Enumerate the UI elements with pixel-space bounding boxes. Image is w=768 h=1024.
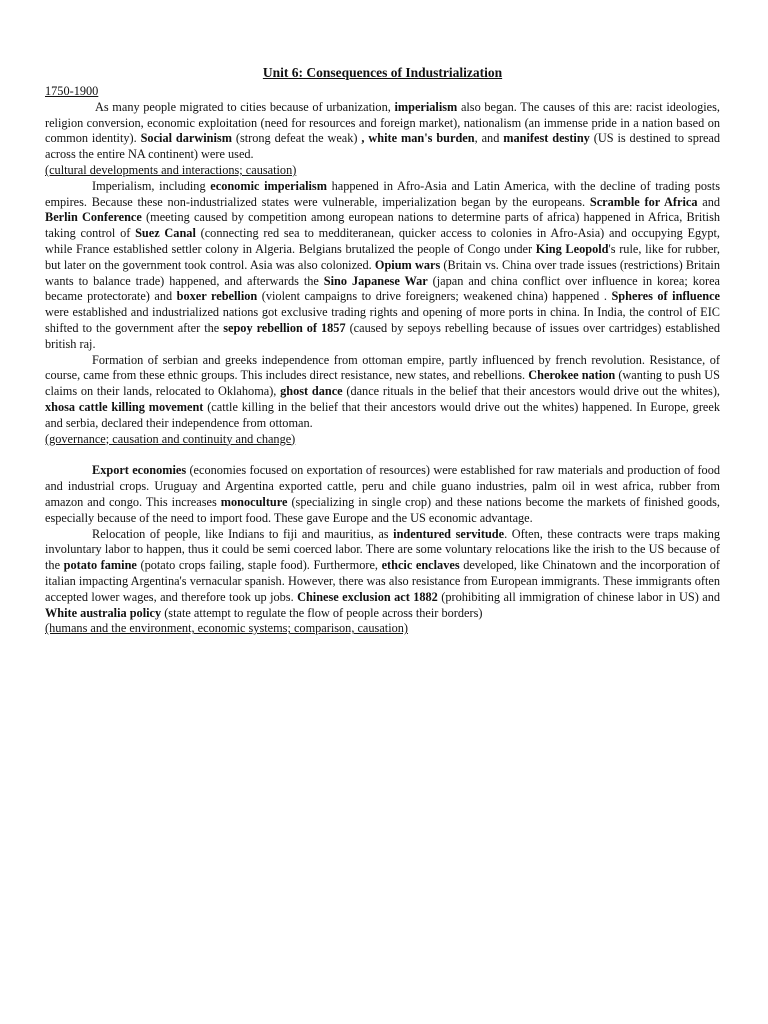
- text-run: Relocation of people, like Indians to fiji and mauritius, as: [92, 526, 394, 541]
- bold-term: Spheres of influence: [611, 289, 720, 304]
- paragraph-migration: [45, 527, 720, 622]
- text-run: (wanting to push US claims on their lands, relocated to Oklahoma),: [45, 368, 720, 399]
- bold-term: Export economies: [92, 463, 187, 478]
- text-run: (connecting red sea to medditeranean, quicker access to colonies in Afro-Asia) and occupying Egypt, while France established settler colony in Algeria. Belgians brutalized the people of Congo under: [45, 226, 720, 256]
- text-run: Imperialism, including: [92, 178, 211, 193]
- text-run: (potato crops failing, staple food). Furthermore,: [136, 558, 382, 573]
- bold-term: Suez Canal: [135, 226, 196, 241]
- bold-term: ghost dance: [280, 384, 343, 399]
- text-run: (caused by sepoys rebelling because of issues over cartridges) established british raj.: [45, 320, 721, 351]
- text-run: (strong defeat the weak): [231, 131, 362, 146]
- bold-term: xhosa cattle killing movement: [45, 399, 204, 414]
- bold-term: Berlin Conference: [45, 210, 142, 225]
- bold-term: ethcic enclaves: [381, 558, 460, 573]
- text-run: and: [697, 194, 720, 209]
- theme-label-cultural: (cultural developments and interactions; causation): [45, 162, 297, 177]
- text-run: As many people migrated to cities because of urbanization,: [95, 99, 395, 114]
- bold-term: King Leopold: [535, 241, 609, 256]
- theme-label-environment: (humans and the environment, economic systems; comparison, causation): [45, 621, 409, 636]
- text-run: (violent campaigns to drive foreigners; weakened china) happened .: [257, 289, 612, 304]
- bold-term: White australia policy: [45, 605, 162, 620]
- document-title: Unit 6: Consequences of Industrialization: [262, 65, 503, 80]
- bold-term: Scramble for Africa: [589, 194, 698, 209]
- bold-term: boxer rebellion: [176, 289, 258, 304]
- bold-term: monoculture: [220, 494, 288, 509]
- text-run: (japan and china conflict over influence in korea; korea became protectorate) and: [45, 273, 720, 304]
- bold-term: indentured servitude: [393, 526, 505, 541]
- text-run: (prohibiting all immigration of chinese labor in US) and: [437, 589, 721, 604]
- bold-term: sepoy rebellion of 1857: [223, 320, 346, 335]
- text-run: (specializing in single crop) and these nations become the markets of finished goods, especially because of the need to import food. These gave Europe and the US economic advantage.: [45, 494, 720, 525]
- text-run: were established and industrialized nations got exclusive trading rights and opening of more ports in china. In India, the control of EIC shifted to the government after the: [45, 305, 720, 335]
- paragraph-export-economies: [45, 463, 720, 526]
- bold-term: economic imperialism: [210, 178, 327, 193]
- bold-term: , white man's burden: [361, 131, 475, 146]
- text-run: also began. The causes of this are: racist ideologies, religion conversion, economic exploitation (need for resources and foreign market), nationalism (an immense pride in a nation based on common identity).: [45, 99, 720, 146]
- bold-term: imperialism: [394, 99, 458, 114]
- text-run: developed, like Chinatown and the incorporation of italian impacting Argentina's vernacular spanish. However, there was also resistance from European immigrants. These immigrants often accepted lower wages, and therefore took up jobs.: [45, 558, 720, 604]
- text-run: . Often, these contracts were traps making involuntary labor to happen, thus it could be semi coerced labor. There are some voluntary relocations like the irish to the US because of the: [45, 526, 720, 573]
- paragraph-imperialism-causes: [45, 100, 720, 163]
- bold-term: Sino Japanese War: [323, 273, 428, 288]
- text-run: 's rule, like for rubber, but later on the government took control. Asia was also colonized.: [45, 241, 720, 272]
- text-run: happened in Afro-Asia and Latin America, with the decline of trading posts empires. Because these non-industrialized states were vulnerable, imperialization began by the europeans.: [45, 178, 720, 209]
- theme-label-governance: (governance; causation and continuity and change): [45, 431, 296, 446]
- text-run: Formation of serbian and greeks independence from ottoman empire, partly influenced by french revolution. Resistance, of course, came from these ethnic groups. This includes direct resistance, new states, and rebellions.: [45, 352, 720, 383]
- bold-term: Cherokee nation: [528, 368, 616, 383]
- paragraph-imperialism-regions: [45, 179, 720, 353]
- text-run: (economies focused on exportation of resources) were established for raw materials and production of food and industrial crops. Uruguay and Argentina exported cattle, peru and chile guano industries, palm oil in west africa, rubber from amazon and congo. This increases: [45, 463, 720, 509]
- paragraph-resistance: [45, 353, 720, 432]
- text-run: (meeting caused by competition among european nations to determine parts of africa) happened in Africa, British taking control of: [45, 210, 721, 241]
- text-run: (cattle killing in the belief that their ancestors would drive out the whites) happened. In Europe, greek and serbia, declared their independence from ottoman.: [45, 399, 720, 430]
- bold-term: potato famine: [63, 558, 137, 573]
- bold-term: manifest destiny: [503, 131, 590, 146]
- paragraph-spacer: [45, 447, 720, 463]
- bold-term: Chinese exclusion act 1882: [297, 589, 438, 604]
- date-range: 1750-1900: [45, 84, 99, 98]
- bold-term: Opium wars: [374, 257, 441, 272]
- text-run: , and: [474, 131, 504, 146]
- text-run: (US is destined to spread across the entire NA continent) were used.: [45, 131, 721, 162]
- text-run: (dance rituals in the belief that their ancestors would drive out the whites),: [342, 384, 720, 399]
- bold-term: Social darwinism: [140, 131, 232, 146]
- text-run: (Britain vs. China over trade issues (restrictions) Britain wants to balance trade) happened, and afterwards the: [45, 257, 720, 288]
- text-run: (state attempt to regulate the flow of people across their borders): [161, 605, 483, 620]
